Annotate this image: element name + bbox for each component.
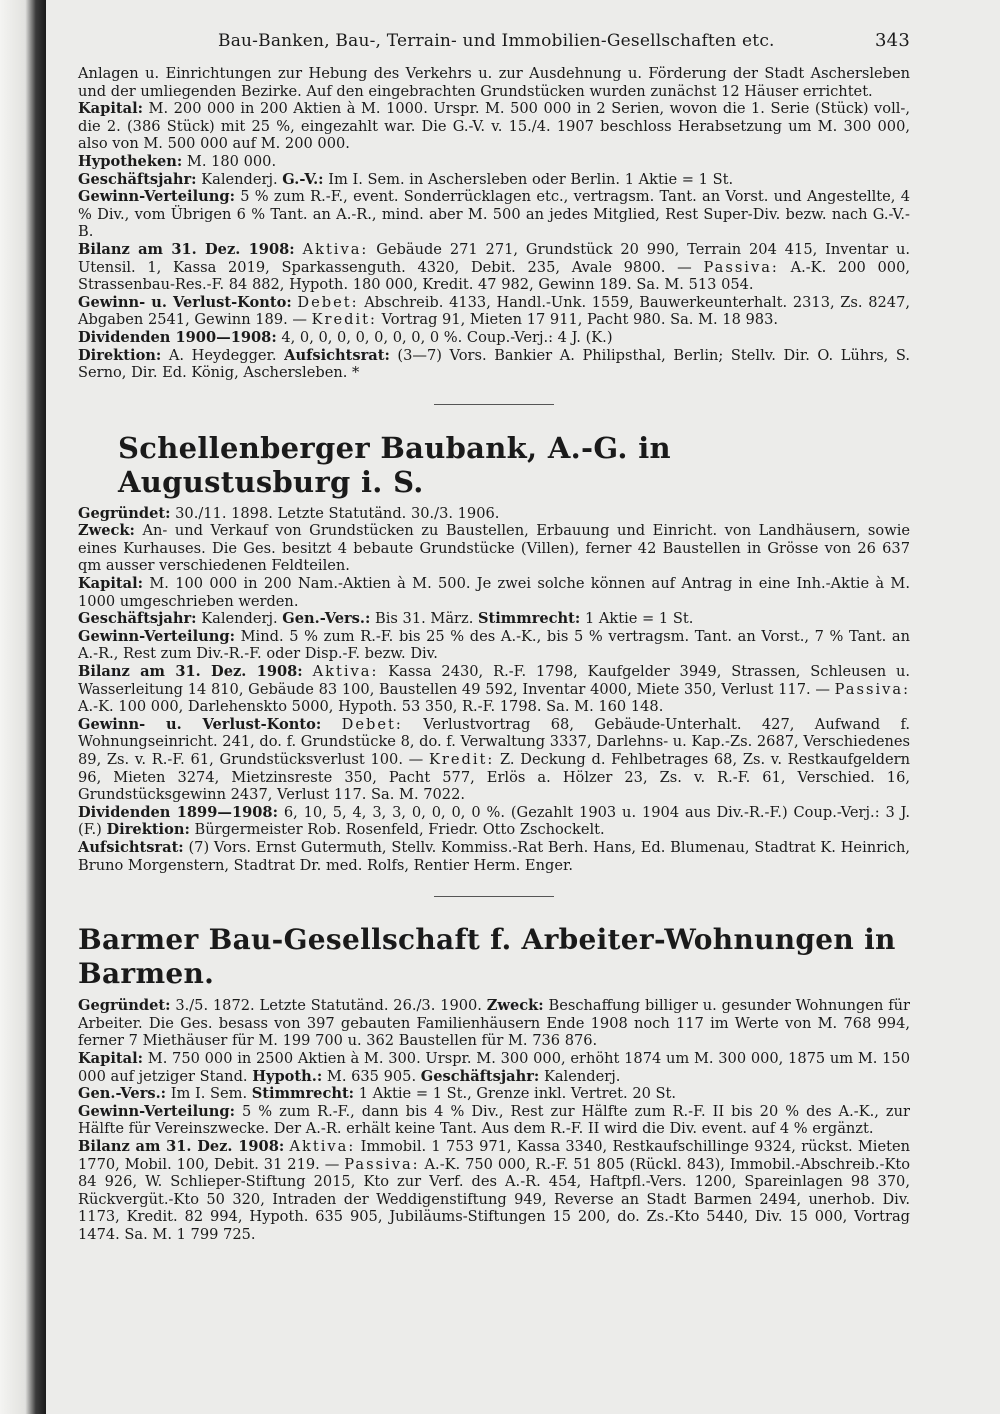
geschaeftsjahr-label: Geschäftsjahr:	[78, 610, 197, 628]
gen-vers-label: Gen.-Vers.:	[78, 1085, 167, 1103]
company-title-barmer: Barmer Bau-Gesellschaft f. Arbeiter-Wohnungen in Barmen.	[78, 923, 896, 991]
section-barmer	[78, 997, 910, 1243]
gen-vers-entry	[78, 1085, 910, 1103]
stimmrecht-text: 1 Aktie = 1 St.	[584, 610, 694, 628]
gegruendet-text: 3./5. 1872. Letzte Statutänd. 26./3. 1900.	[175, 997, 482, 1015]
aufsichtsrat-entry	[78, 839, 910, 874]
geschaeftsjahr-text: Kalenderj.	[201, 170, 278, 188]
aktiva-label: Aktiva:	[312, 663, 379, 681]
passiva-text: A.-K. 100 000, Darlehenskto 5000, Hypoth. 53 350, R.-F. 1798. Sa. M. 160 148.	[78, 698, 664, 716]
page	[78, 30, 910, 1243]
aufsichtsrat-label: Aufsichtsrat:	[78, 838, 184, 856]
aktiva-text: Kassa 2430, R.-F. 1798, Kaufgelder 3949, Strassen, Schleusen u. Wasserleitung 14 810, Gebäude 83 100, Baustellen 49 592, Inventar 4000, Miete 350, Verlust 117. —	[78, 663, 911, 698]
bilanz-entry	[78, 1138, 910, 1244]
dividenden-label: Dividenden 1899—1908:	[78, 803, 278, 821]
dividenden-text: 6, 10, 5, 4, 3, 3, 0, 0, 0, 0 %. (Gezahlt 1903 u. 1904 aus Div.-R.-F.) Coup.-Verj.: 3 J. (F.)	[78, 803, 910, 839]
stimmrecht-label: Stimmrecht:	[251, 1085, 355, 1103]
zweck-text: An- und Verkauf von Grundstücken zu Baustellen, Erbauung und Einricht. von Landhäusern, sowie eines Kurhauses. Die Ges. besitzt 4 bebaute Grundstücke (Villen), ferner 42 Baustellen in Grösse von 26 637 qm ausser verschiedenen Feldteilen.	[78, 522, 910, 575]
gen-vers-text: Bis 31. März.	[375, 610, 474, 628]
aufsichtsrat-label: Aufsichtsrat:	[284, 346, 390, 364]
zweck-entry	[78, 522, 910, 575]
stimmrecht-text: 1 Aktie = 1 St., Grenze inkl. Vertret. 20 St.	[358, 1085, 677, 1103]
bilanz-label: Bilanz am 31. Dez. 1908:	[78, 240, 295, 258]
gegruendet-entry	[78, 997, 910, 1050]
dividenden-label: Dividenden 1900—1908:	[78, 328, 277, 346]
running-head-title: Bau-Banken, Bau-, Terrain- und Immobilien-Gesellschaften etc.	[218, 31, 775, 51]
geschaeftsjahr-label: Geschäftsjahr:	[420, 1067, 540, 1085]
kapital-entry	[78, 575, 910, 610]
kapital-text: M. 750 000 in 2500 Aktien à M. 300. Urspr. M. 300 000, erhöht 1874 um M. 300 000, 1875 um M. 150 000 auf jetziger Stand.	[78, 1049, 910, 1085]
hypotheken-entry	[78, 153, 910, 171]
gewinn-verteilung-label: Gewinn-Verteilung:	[78, 627, 235, 645]
gv-label: G.-V.:	[282, 170, 324, 188]
hypoth-label: Hypoth.:	[252, 1067, 323, 1085]
gegruendet-entry	[78, 505, 910, 523]
gegruendet-label: Gegründet:	[78, 504, 171, 522]
geschaeftsjahr-entry	[78, 610, 910, 628]
hypotheken-label: Hypotheken:	[78, 152, 183, 170]
kapital-entry	[78, 100, 910, 153]
guv-entry	[78, 294, 910, 329]
direktion-entry	[78, 347, 910, 382]
dividenden-entry	[78, 329, 910, 347]
scan-edge	[0, 0, 46, 1414]
hypotheken-text: M. 180 000.	[186, 152, 277, 170]
passiva-label: Passiva:	[703, 258, 779, 276]
kredit-text: Vortrag 91, Mieten 17 911, Pacht 980. Sa. M. 18 983.	[381, 311, 779, 329]
company-title-schellenberger: Schellenberger Baubank, A.-G. in Augustusburg i. S.	[118, 430, 671, 499]
kapital-text: M. 200 000 in 200 Aktien à M. 1000. Urspr. M. 500 000 in 2 Serien, wovon die 1. Serie (Stück) voll-, die 2. (386 Stück) mit 25 %, eingezahlt war. Die G.-V. v. 15./4. 1907 beschloss Herabsetzung um M. 300 000, also von M. 500 000 auf M. 200 000.	[78, 100, 910, 153]
gen-vers-text: Im I. Sem.	[170, 1085, 248, 1103]
geschaeftsjahr-text: Kalenderj.	[201, 610, 278, 628]
guv-label: Gewinn- u. Verlust-Konto:	[78, 715, 322, 733]
dividenden-text: 4, 0, 0, 0, 0, 0, 0, 0, 0 %. Coup.-Verj.: 4 J. (K.)	[281, 328, 613, 346]
passiva-label: Passiva:	[344, 1155, 420, 1173]
kredit-label: Kredit:	[429, 751, 495, 768]
kapital-label: Kapital:	[78, 575, 144, 593]
aufsichtsrat-text: (7) Vors. Ernst Gutermuth, Stellv. Kommiss.-Rat Berh. Hans, Ed. Blumenau, Stadtrat K. Heinrich, Bruno Morgenstern, Stadtrat Dr. med. Rolfs, Rentier Herm. Enger.	[78, 838, 910, 874]
section-continued	[78, 65, 910, 382]
direktion-label: Direktion:	[106, 821, 190, 839]
gewinn-verteilung-entry	[78, 1103, 910, 1138]
direktion-text: A. Heydegger.	[168, 346, 277, 364]
zweck-text: Beschaffung billiger u. gesunder Wohnungen für Arbeiter. Die Ges. besass von 397 gebauten Familienhäusern Ende 1908 noch 117 im Werte von M. 768 994, ferner 7 Miethäuser für M. 199 700 u. 362 Baustellen für M. 736 876.	[78, 997, 911, 1050]
zweck-label: Zweck:	[78, 522, 135, 540]
debet-text: Abschreib. 4133, Handl.-Unk. 1559, Bauwerkeunterhalt. 2313, Zs. 8247, Abgaben 2541, Gewinn 189. —	[78, 293, 911, 329]
debet-label: Debet:	[297, 293, 359, 311]
kapital-entry	[78, 1050, 910, 1085]
aktiva-text: Immobil. 1 753 971, Kassa 3340, Restkaufschillinge 9324, rückst. Mieten 1770, Mobil. 100, Debit. 31 219. —	[78, 1137, 911, 1173]
running-head	[78, 30, 910, 51]
gewinn-verteilung-entry	[78, 188, 910, 241]
kapital-text: M. 100 000 in 200 Nam.-Aktien à M. 500. Je zwei solche können auf Antrag in eine Inh.-Aktie à M. 1000 umgeschrieben werden.	[78, 575, 910, 610]
gewinn-verteilung-label: Gewinn-Verteilung:	[78, 1102, 235, 1120]
gewinn-verteilung-text: 5 % zum R.-F., dann bis 4 % Div., Rest zur Hälfte zum R.-F. II bis 20 % des A.-K., zur Hälfte für Vereinszwecke. Der A.-R. erhält keine Tant. Aus dem R.-F. II wird die Div. event. auf 4 % ergänzt.	[78, 1102, 910, 1138]
direktion-label: Direktion:	[78, 346, 162, 364]
bilanz-label: Bilanz am 31. Dez. 1908:	[78, 1137, 285, 1155]
kredit-text: Z. Deckung d. Fehlbetrages 68, Zs. v. Restkaufgeldern 96, Mieten 3274, Mietzinsreste 350, Pacht 577, Erlös a. Hölzer 23, Zs. v. R.-F. 61, Verschied. 16, Grundstücksgewinn 2437, Verlust 117. Sa. M. 7022.	[78, 751, 910, 804]
page-number: 343	[875, 30, 910, 51]
aktiva-label: Aktiva:	[289, 1137, 356, 1155]
gewinn-verteilung-text: 5 % zum R.-F., event. Sonderrücklagen etc., vertragsm. Tant. an Vorst. und Angestellte, 4 % Div., vom Übrigen 6 % Tant. an A.-R., mind. aber M. 500 an jedes Mitglied, Rest Super-Div. bezw. nach G.-V.-B.	[78, 188, 910, 241]
passiva-text: A.-K. 200 000, Strassenbau-Res.-F. 84 882, Hypoth. 180 000, Kredit. 47 982, Gewinn 189. Sa. M. 513 054.	[78, 258, 910, 294]
kredit-label: Kredit:	[311, 311, 377, 329]
zweck-label: Zweck:	[486, 997, 544, 1015]
gegruendet-label: Gegründet:	[78, 997, 171, 1015]
passiva-text: A.-K. 750 000, R.-F. 51 805 (Rückl. 843), Immobil.-Abschreib.-Kto 84 926, W. Schlieper-Stiftung 2015, Kto zur Verf. des A.-R. 454, Haftpfl.-Vers. 1200, Spareinlagen 98 370, Rückvergüt.-Kto 50 320, Intraden der Weddigenstiftung 949, Reverse an Stadt Barmen 2494, unerhob. Div. 1173, Kredit. 82 994, Hypoth. 635 905, Jubiläums-Stiftungen 15 200, do. Zs.-Kto 5440, Div. 15 000, Vortrag 1474. Sa. M. 1 799 725.	[78, 1155, 911, 1243]
section-divider	[434, 896, 554, 897]
kapital-label: Kapital:	[78, 100, 144, 118]
bilanz-entry	[78, 241, 910, 294]
geschaeftsjahr-entry	[78, 171, 910, 189]
gewinn-verteilung-text: Mind. 5 % zum R.-F. bis 25 % des A.-K., bis 5 % vertragsm. Tant. an Vorst., 7 % Tant. an A.-R., Rest zum Div.-R.-F. oder Disp.-F. bezw. Div.	[78, 627, 910, 663]
stimmrecht-label: Stimmrecht:	[477, 610, 581, 628]
passiva-label: Passiva:	[834, 680, 911, 698]
gv-text: Im I. Sem. in Aschersleben oder Berlin. 1 Aktie = 1 St.	[328, 170, 734, 188]
section-schellenberger	[78, 505, 910, 874]
bilanz-entry	[78, 663, 910, 716]
dividenden-entry	[78, 804, 910, 839]
guv-entry	[78, 716, 910, 804]
aufsichtsrat-text: (3—7) Vors. Bankier A. Philipsthal, Berlin; Stellv. Dir. O. Lührs, S. Serno, Dir. Ed. König, Aschersleben. *	[78, 346, 911, 382]
debet-text: Verlustvortrag 68, Gebäude-Unterhalt. 427, Aufwand f. Wohnungseinricht. 241, do. f. Grundstücke 8, do. f. Verwaltung 3337, Darlehns- u. Kap.-Zs. 2687, Verschiedenes 89, Zs. v. R.-F. 61, Grundstücksverlust 100. —	[78, 715, 911, 768]
guv-label: Gewinn- u. Verlust-Konto:	[78, 293, 292, 311]
aktiva-label: Aktiva:	[302, 240, 369, 258]
gewinn-verteilung-entry	[78, 628, 910, 663]
direktion-text: Bürgermeister Rob. Rosenfeld, Friedr. Otto Zschockelt.	[194, 821, 605, 839]
hypoth-text: M. 635 905.	[326, 1067, 417, 1085]
aktiva-text: Gebäude 271 271, Grundstück 20 990, Terrain 204 415, Inventar u. Utensil. 1, Kassa 2019, Sparkassenguth. 4320, Debit. 235, Avale 9800. —	[78, 240, 911, 276]
geschaeftsjahr-label: Geschäftsjahr:	[78, 170, 197, 188]
kapital-label: Kapital:	[78, 1049, 144, 1067]
intro-paragraph: Anlagen u. Einrichtungen zur Hebung des Verkehrs u. zur Ausdehnung u. Förderung der Stadt Aschersleben und der umliegenden Bezirke. Auf den eingebrachten Grundstücken wurden zunächst 12 Häuser errichtet.	[78, 65, 910, 100]
geschaeftsjahr-text: Kalenderj.	[543, 1067, 621, 1085]
gegruendet-text: 30./11. 1898. Letzte Statutänd. 30./3. 1906.	[175, 504, 500, 522]
gewinn-verteilung-label: Gewinn-Verteilung:	[78, 188, 235, 206]
bilanz-label: Bilanz am 31. Dez. 1908:	[78, 663, 303, 681]
gen-vers-label: Gen.-Vers.:	[282, 610, 371, 628]
section-divider	[434, 404, 554, 405]
debet-label: Debet:	[341, 715, 403, 733]
